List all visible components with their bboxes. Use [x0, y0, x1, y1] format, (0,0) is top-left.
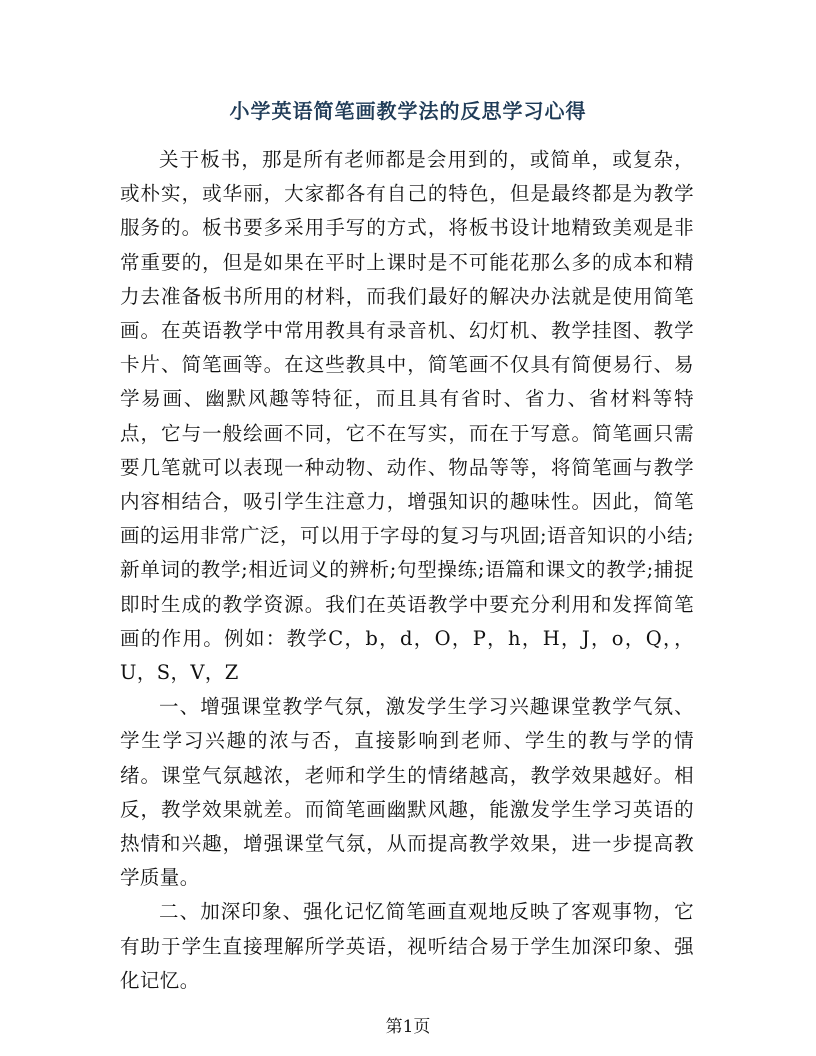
paragraph-classroom-atmosphere: 一、增强课堂教学气氛，激发学生学习兴趣课堂教学气氛、学生学习兴趣的浓与否，直接影响到老师、学生的教与学的情绪。课堂气氛越浓，老师和学生的情绪越高，教学效果越好。相反，教学效果就差。而简笔画幽默风趣，能激发学生学习英语的热情和兴趣，增强课堂气氛，从而提高教学效果，进一步提高教学质量。 [120, 695, 694, 890]
document-title: 小学英语简笔画教学法的反思学习心得 [229, 99, 587, 123]
paragraph-blackboard: 关于板书，那是所有老师都是会用到的，或简单，或复杂，或朴实，或华丽，大家都各有自己的特色，但是最终都是为教学服务的。板书要多采用手写的方式，将板书设计地精致美观是非常重要的，但是如果在平时上课时是不可能花那么多的成本和精力去准备板书所用的材料，而我们最好的解决办法就是使用简笔画。在英语教学中常用教具有录音机、幻灯机、教学挂图、教学卡片、简笔画等。在这些教具中，简笔画不仅具有简便易行、易学易画、幽默风趣等特征，而且具有省时、省力、省材料等特点，它与一般绘画不同，它不在写实，而在于写意。简笔画只需要几笔就可以表现一种动物、动作、物品等等，将简笔画与教学内容相结合，吸引学生注意力，增强知识的趣味性。因此，简笔画的运用非常广泛，可以用于字母的复习与巩固;语音知识的小结;新单词的教学;相近词义的辨析;句型操练;语篇和课文的教学;捕捉即时生成的教学资源。我们在英语教学中要充分利用和发挥简笔画的作用。例如：教学C，b，d，O，P，h，H，J，o，Q，，U，S，V，Z [120, 148, 694, 685]
paragraph-memory: 二、加深印象、强化记忆简笔画直观地反映了客观事物，它有助于学生直接理解所学英语，视听结合易于学生加深印象、强化记忆。 [120, 900, 694, 992]
document-body [120, 143, 694, 998]
page-number: 第1页 [385, 1017, 431, 1037]
